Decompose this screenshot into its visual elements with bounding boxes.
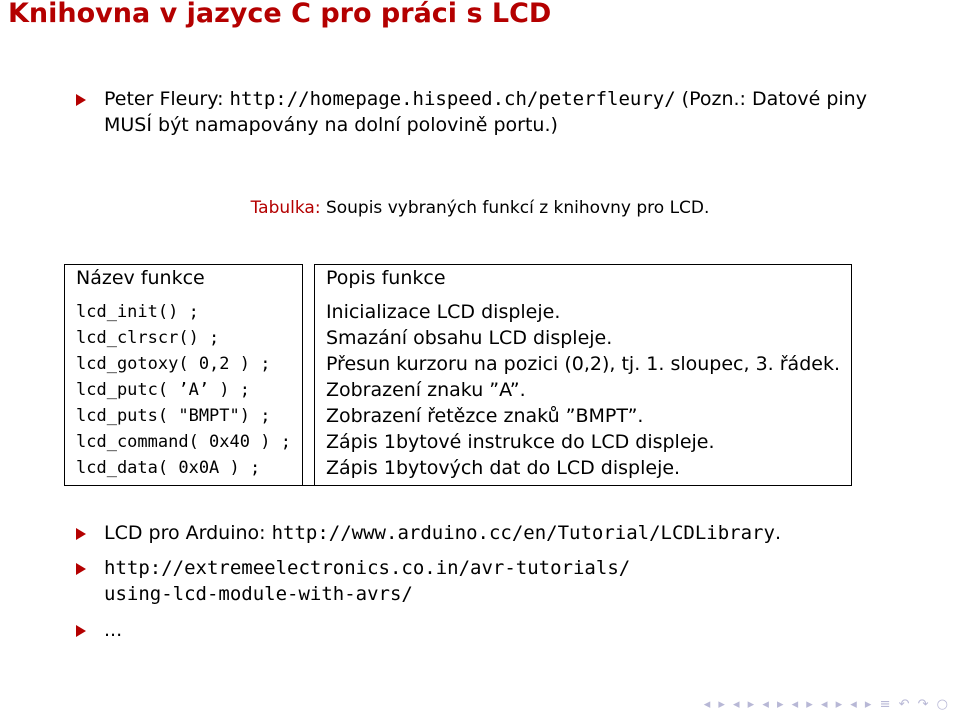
bullet-arduino-text: LCD pro Arduino:	[104, 522, 272, 544]
function-table	[64, 264, 852, 486]
bullet-fleury-prefix: Peter Fleury:	[104, 88, 230, 110]
header-function-description: Popis funkce	[314, 265, 851, 296]
extremeelectronics-url-link-line1[interactable]: http://extremeelectronics.co.in/avr-tutorials/	[104, 557, 631, 579]
function-description-cell: Zobrazení řetězce znaků ”BMPT”.	[314, 403, 851, 429]
caption-text: Soupis vybraných funkcí z knihovny pro LCD.	[320, 198, 710, 218]
table-row	[65, 377, 852, 403]
arduino-url-link[interactable]: http://www.arduino.cc/en/Tutorial/LCDLibrary	[271, 522, 775, 544]
bullet-marker-icon	[76, 528, 86, 540]
function-name-cell: lcd_clrscr() ;	[65, 325, 303, 351]
table-row	[65, 403, 852, 429]
function-description-cell: Zápis 1bytové instrukce do LCD displeje.	[314, 429, 851, 455]
table-caption	[0, 198, 960, 218]
bullet-marker-icon	[76, 94, 86, 106]
extremeelectronics-url-link-line2[interactable]: using-lcd-module-with-avrs/	[104, 583, 413, 605]
slide-title: Knihovna v jazyce C pro práci s LCD	[8, 0, 552, 29]
table-row	[65, 351, 852, 377]
beamer-navigation-icons[interactable]: ◂ ▸ ◂ ▸ ◂ ▸ ◂ ▸ ◂ ▸ ◂ ▸ ≡ ↶ ↷ ○	[703, 697, 950, 712]
bullet-arduino	[104, 520, 781, 546]
caption-label: Tabulka:	[250, 198, 321, 218]
fleury-url-link[interactable]: http://homepage.hispeed.ch/peterfleury/	[229, 88, 676, 110]
table-row	[65, 429, 852, 455]
table-row	[65, 295, 852, 325]
bullet-marker-icon	[76, 563, 86, 575]
bullet-arduino-suffix: .	[774, 522, 781, 544]
header-function-name: Název funkce	[65, 265, 303, 296]
bullet-extremeelectronics	[104, 555, 630, 607]
bullet-ellipsis-text: ...	[104, 619, 123, 641]
function-name-cell: lcd_gotoxy( 0,2 ) ;	[65, 351, 303, 377]
function-name-cell: lcd_data( 0x0A ) ;	[65, 455, 303, 486]
function-description-cell: Přesun kurzoru na pozici (0,2), tj. 1. sloupec, 3. řádek.	[314, 351, 851, 377]
function-description-cell: Inicializace LCD displeje.	[314, 295, 851, 325]
function-name-cell: lcd_puts( "BMPT") ;	[65, 403, 303, 429]
function-name-cell: lcd_init() ;	[65, 295, 303, 325]
bullet-fleury-note-line2: MUSÍ být namapovány na dolní polovině portu.)	[104, 114, 558, 136]
bullet-marker-icon	[76, 625, 86, 637]
function-description-cell: Zápis 1bytových dat do LCD displeje.	[314, 455, 851, 486]
bullet-fleury-note: (Pozn.: Datové piny	[675, 88, 867, 110]
table-row	[65, 325, 852, 351]
function-description-cell: Smazání obsahu LCD displeje.	[314, 325, 851, 351]
bullet-ellipsis	[104, 617, 122, 643]
function-name-cell: lcd_putc( ’A’ ) ;	[65, 377, 303, 403]
bullet-fleury	[104, 86, 944, 138]
function-name-cell: lcd_command( 0x40 ) ;	[65, 429, 303, 455]
function-description-cell: Zobrazení znaku ”A”.	[314, 377, 851, 403]
table-row	[65, 455, 852, 486]
